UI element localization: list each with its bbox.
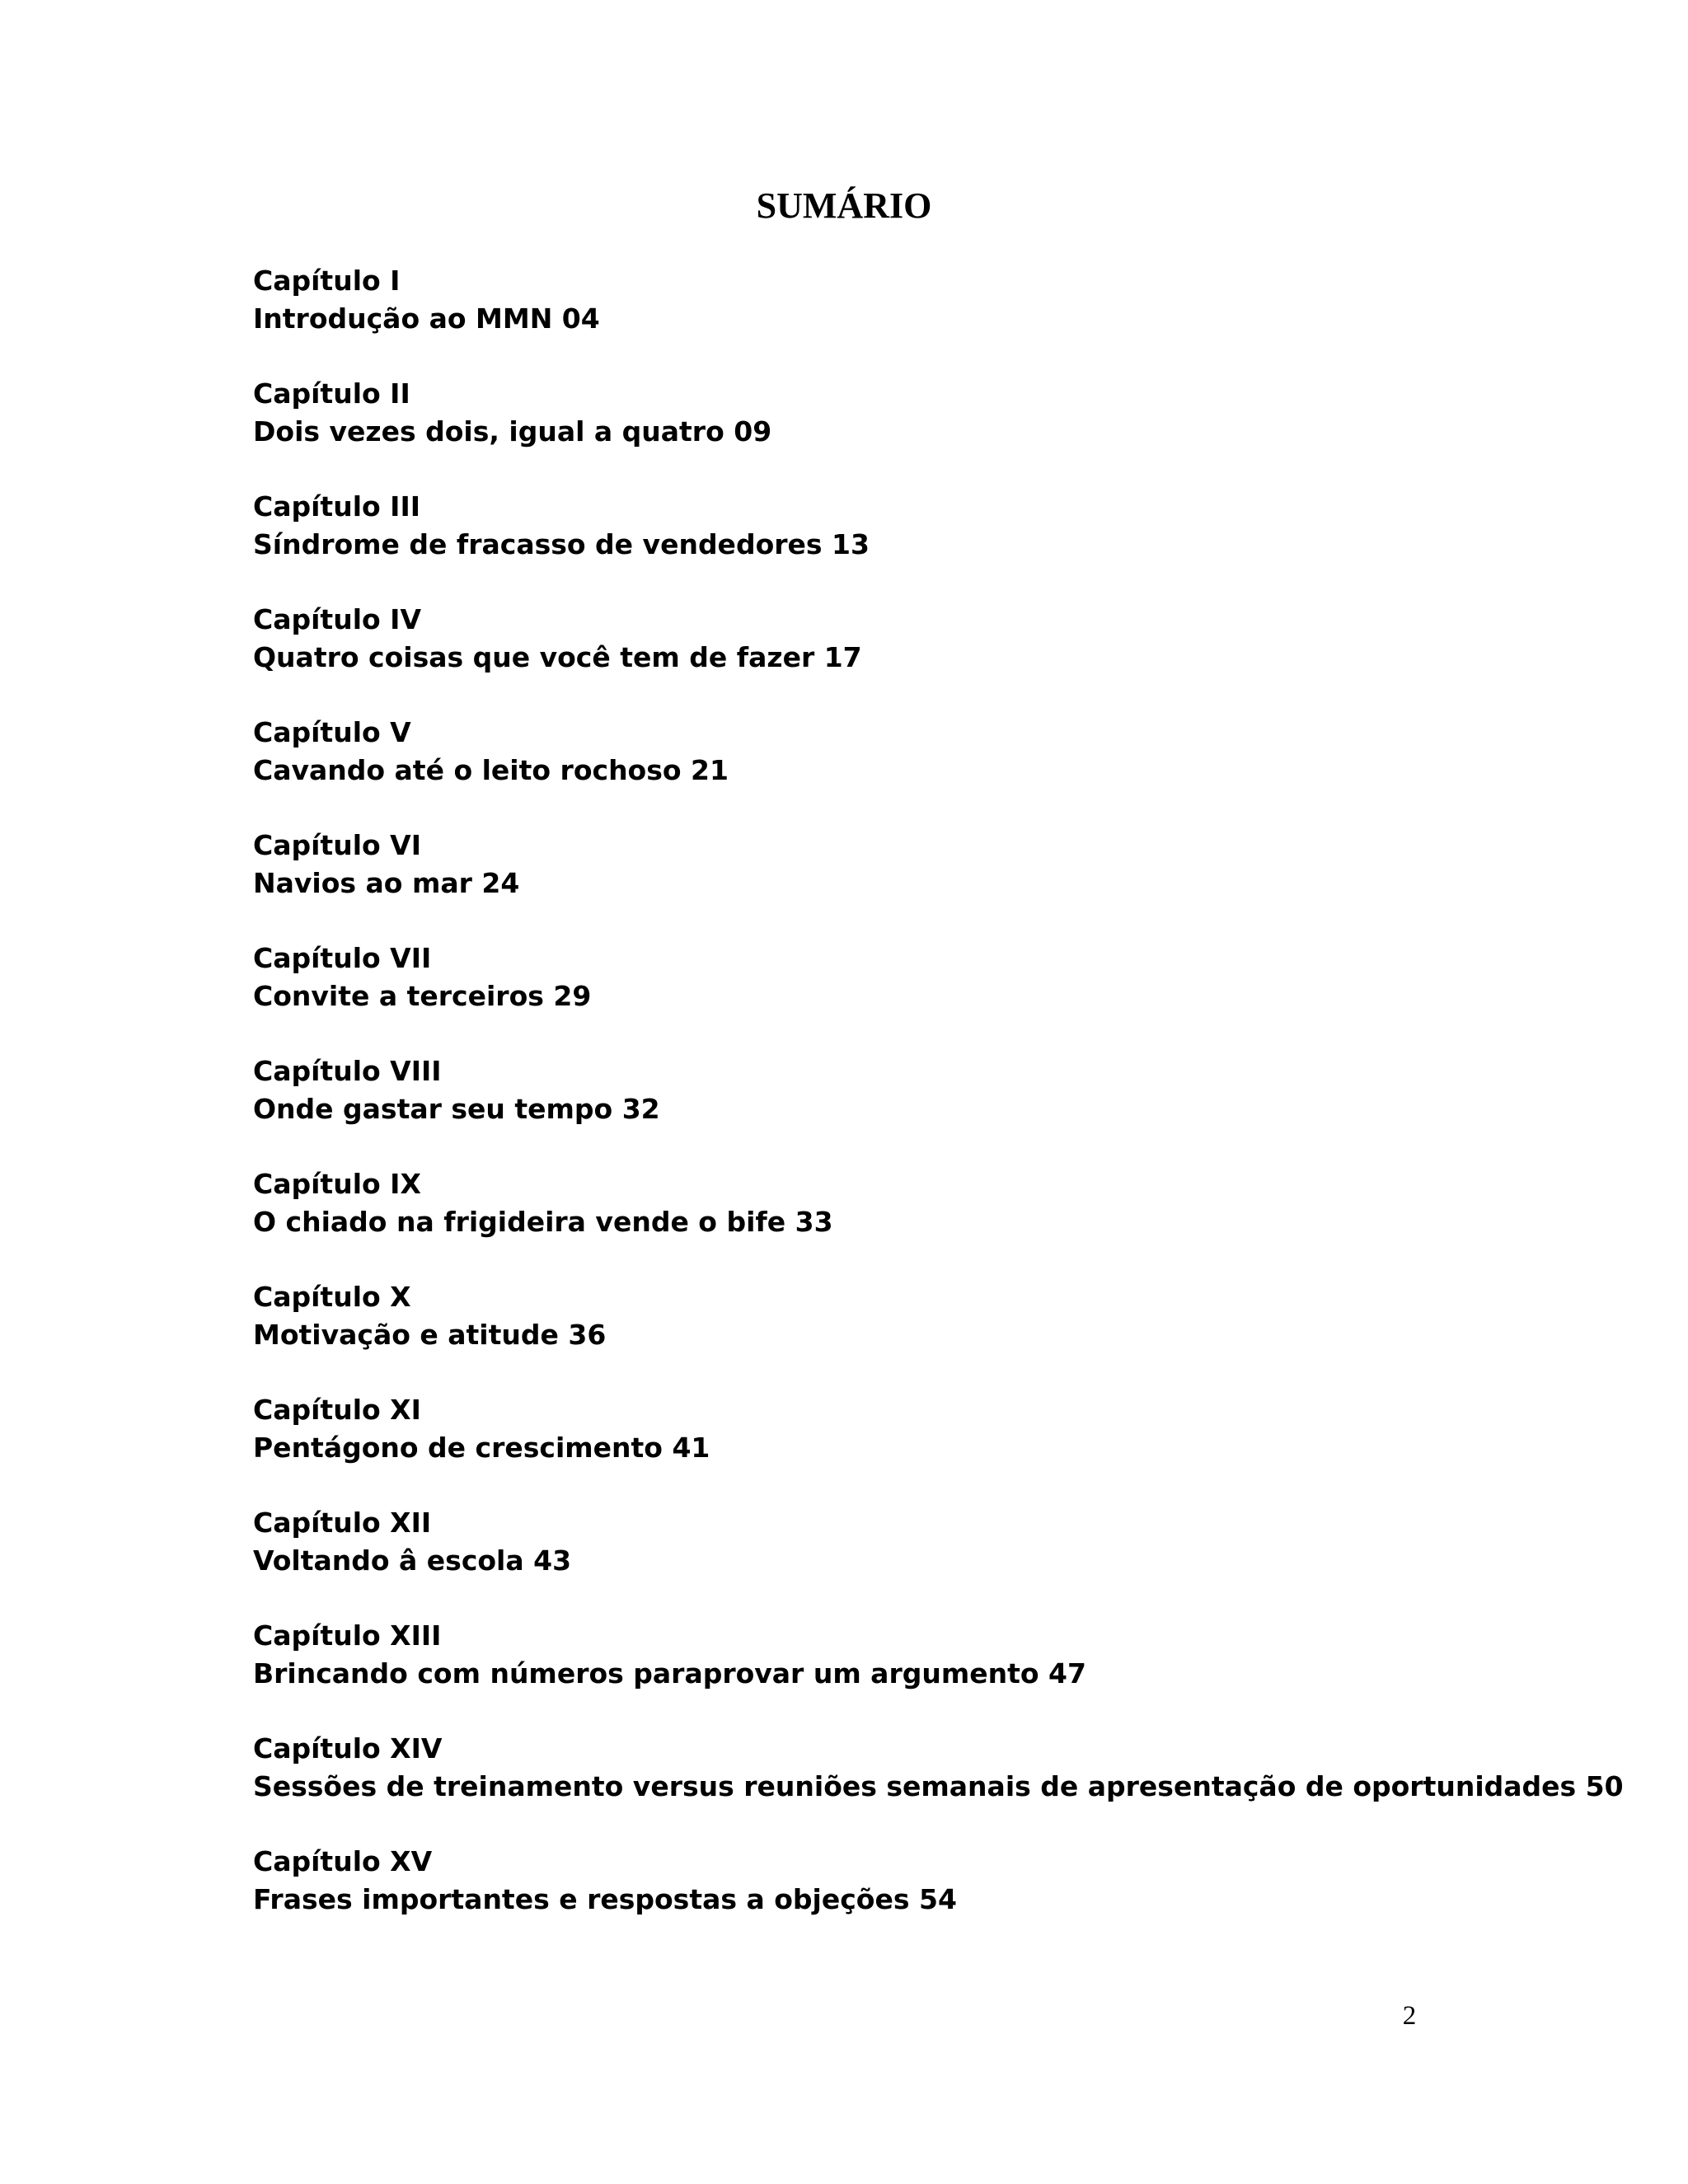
chapter-label: Capítulo X xyxy=(253,1281,411,1313)
chapter-label: Capítulo XII xyxy=(253,1507,432,1539)
chapter-title: Onde gastar seu tempo 32 xyxy=(253,1093,660,1125)
chapter-label: Capítulo VIII xyxy=(253,1055,442,1087)
chapter-title: Quatro coisas que você tem de fazer 17 xyxy=(253,641,862,673)
chapter-label: Capítulo IV xyxy=(253,603,421,635)
chapter-label: Capítulo VII xyxy=(253,942,432,974)
chapter-label: Capítulo VI xyxy=(253,829,421,861)
toc-entry xyxy=(253,1617,1489,1730)
chapter-title: O chiado na frigideira vende o bife 33 xyxy=(253,1206,833,1238)
chapter-label: Capítulo III xyxy=(253,490,420,523)
chapter-title: Convite a terceiros 29 xyxy=(253,980,592,1012)
chapter-title: Síndrome de fracasso de vendedores 13 xyxy=(253,528,870,560)
chapter-title: Introdução ao MMN 04 xyxy=(253,302,600,335)
toc-entry xyxy=(253,262,1489,375)
toc-entry xyxy=(253,375,1489,488)
page-title: SUMÁRIO xyxy=(756,185,932,226)
chapter-title: Sessões de treinamento versus reuniões semanais de apresentação de oportunidades 50 xyxy=(253,1770,1624,1802)
chapter-label: Capítulo XIV xyxy=(253,1732,443,1765)
chapter-label: Capítulo IX xyxy=(253,1168,421,1200)
chapter-title: Navios ao mar 24 xyxy=(253,867,520,899)
chapter-title: Pentágono de crescimento 41 xyxy=(253,1432,710,1464)
chapter-title: Brincando com números paraprovar um argumento 47 xyxy=(253,1657,1086,1690)
chapter-title: Cavando até o leito rochoso 21 xyxy=(253,754,729,786)
chapter-label: Capítulo V xyxy=(253,716,411,748)
toc-entry xyxy=(253,827,1489,940)
page-number: 2 xyxy=(1402,2001,1417,2031)
toc-entry xyxy=(253,940,1489,1052)
toc-entry xyxy=(253,1052,1489,1165)
chapter-label: Capítulo XI xyxy=(253,1394,421,1426)
chapter-title: Dois vezes dois, igual a quatro 09 xyxy=(253,415,772,448)
chapter-label: Capítulo XIII xyxy=(253,1619,442,1652)
toc-entry xyxy=(253,488,1489,601)
table-of-contents xyxy=(253,262,1624,1956)
chapter-label: Capítulo II xyxy=(253,377,410,410)
toc-entry xyxy=(253,714,1489,827)
chapter-label: Capítulo I xyxy=(253,265,401,297)
chapter-title: Voltando â escola 43 xyxy=(253,1544,572,1577)
toc-entry xyxy=(253,1278,1489,1391)
chapter-label: Capítulo XV xyxy=(253,1845,433,1877)
toc-entry xyxy=(253,1504,1489,1617)
toc-entry xyxy=(253,1730,1624,1843)
toc-entry xyxy=(253,1391,1489,1504)
toc-entry xyxy=(253,601,1489,714)
chapter-title: Frases importantes e respostas a objeções 54 xyxy=(253,1883,957,1915)
toc-entry xyxy=(253,1843,1489,1956)
toc-entry xyxy=(253,1165,1489,1278)
chapter-title: Motivação e atitude 36 xyxy=(253,1319,607,1351)
